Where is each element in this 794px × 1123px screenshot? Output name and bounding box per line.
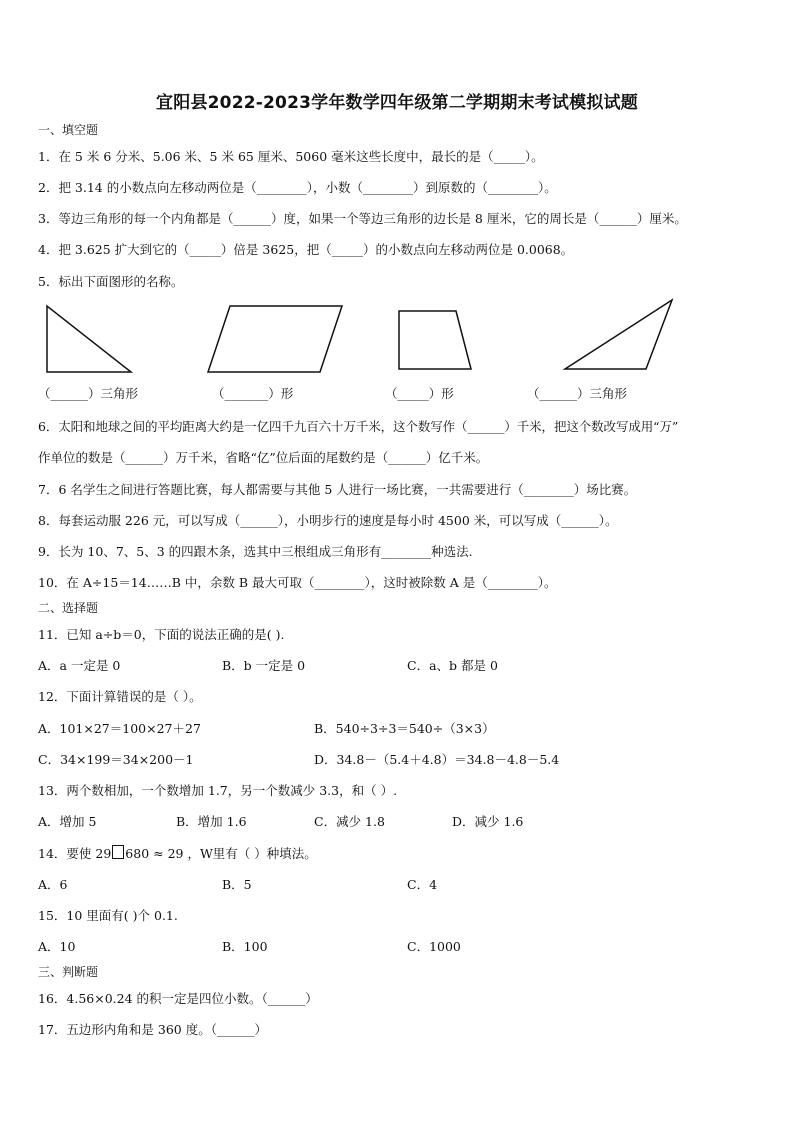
question-17: 17．五边形内角和是 360 度。（______） <box>38 1022 267 1037</box>
q14-option-c: C．4 <box>407 877 438 892</box>
q13-option-b: B．增加 1.6 <box>176 814 247 829</box>
q13-option-c: C．减少 1.8 <box>314 814 385 829</box>
section-true-false: 三、判断题 <box>38 965 99 979</box>
figure-label-1: （______）三角形 <box>38 386 139 401</box>
q12-option-d: D．34.8－（5.4＋4.8）＝34.8－4.8－5.4 <box>314 752 560 767</box>
q13-option-a: A．增加 5 <box>38 814 97 829</box>
q11-option-a: A．a 一定是 0 <box>38 658 121 673</box>
parallelogram-figure <box>205 303 345 375</box>
question-15: 15．10 里面有( )个 0.1. <box>38 908 178 923</box>
question-4: 4．把 3.625 扩大到它的（_____）倍是 3625，把（_____）的小数点向左移动两位是 0.0068。 <box>38 242 574 257</box>
question-1: 1．在 5 米 6 分米、5.06 米、5 米 65 厘米、5060 毫米这些长度中，最长的是（_____）。 <box>38 149 544 164</box>
q15-option-a: A．10 <box>38 939 76 954</box>
figure-label-2: （_______）形 <box>212 386 294 401</box>
q12-option-b: B．540÷3÷3＝540÷（3×3） <box>314 721 495 736</box>
q15-option-b: B．100 <box>222 939 268 954</box>
section-multiple-choice: 二、选择题 <box>38 601 99 615</box>
question-14 <box>38 844 317 862</box>
figure-label-4: （______）三角形 <box>527 386 628 401</box>
q14-option-b: B．5 <box>222 877 252 892</box>
blank-box-icon <box>112 845 124 859</box>
question-2: 2．把 3.14 的小数点向左移动两位是（________），小数（________）到原数的（________）。 <box>38 180 557 195</box>
q12-option-c: C．34×199＝34×200－1 <box>38 752 194 767</box>
question-6-line-2: 作单位的数是（______）万千米，省略“亿”位后面的尾数约是（______）亿千米。 <box>38 450 489 465</box>
question-8: 8．每套运动服 226 元，可以写成（______），小明步行的速度是每小时 4500 米，可以写成（______）。 <box>38 513 618 528</box>
question-7: 7．6 名学生之间进行答题比赛，每人都需要与其他 5 人进行一场比赛，一共需要进行（________）场比赛。 <box>38 482 637 497</box>
question-13: 13．两个数相加，一个数增加 1.7，另一个数减少 3.3，和（ ）. <box>38 783 398 798</box>
question-6-line-1: 6．太阳和地球之间的平均距离大约是一亿四千九百六十万千米，这个数写作（______）千米，把这个数改写成用“万” <box>38 419 679 434</box>
question-3: 3．等边三角形的每一个内角都是（______）度，如果一个等边三角形的边长是 8 厘米，它的周长是（______）厘米。 <box>38 211 687 226</box>
question-16: 16．4.56×0.24 的积一定是四位小数。（______） <box>38 991 318 1006</box>
question-11: 11．已知 a÷b＝0，下面的说法正确的是( ). <box>38 627 285 642</box>
question-14-prefix: 14．要使 29 <box>38 846 112 861</box>
page-title: 宜阳县2022-2023学年数学四年级第二学期期末考试模拟试题 <box>156 93 638 113</box>
q13-option-d: D．减少 1.6 <box>452 814 524 829</box>
q12-option-a: A．101×27＝100×27＋27 <box>38 721 201 736</box>
q14-option-a: A．6 <box>38 877 68 892</box>
question-12: 12．下面计算错误的是（ ）。 <box>38 689 202 704</box>
q15-option-c: C．1000 <box>407 939 461 954</box>
q11-option-c: C．a、b 都是 0 <box>407 658 498 673</box>
question-10: 10．在 A÷15＝14……B 中，余数 B 最大可取（________），这时被除数 A 是（________）。 <box>38 575 557 590</box>
q11-option-b: B．b 一定是 0 <box>222 658 306 673</box>
section-fill-in-blank: 一、填空题 <box>38 123 99 137</box>
question-9: 9．长为 10、7、5、3 的四跟木条，选其中三根组成三角形有________种选法. <box>38 544 473 559</box>
right-triangle-figure <box>44 303 134 375</box>
obtuse-triangle-figure <box>560 297 676 373</box>
question-5: 5．标出下面图形的名称。 <box>38 274 184 289</box>
question-14-suffix: 680 ≈ 29 ，W里有（ ）种填法。 <box>125 846 317 861</box>
figure-label-3: （_____）形 <box>385 386 454 401</box>
trapezoid-figure <box>396 308 474 372</box>
